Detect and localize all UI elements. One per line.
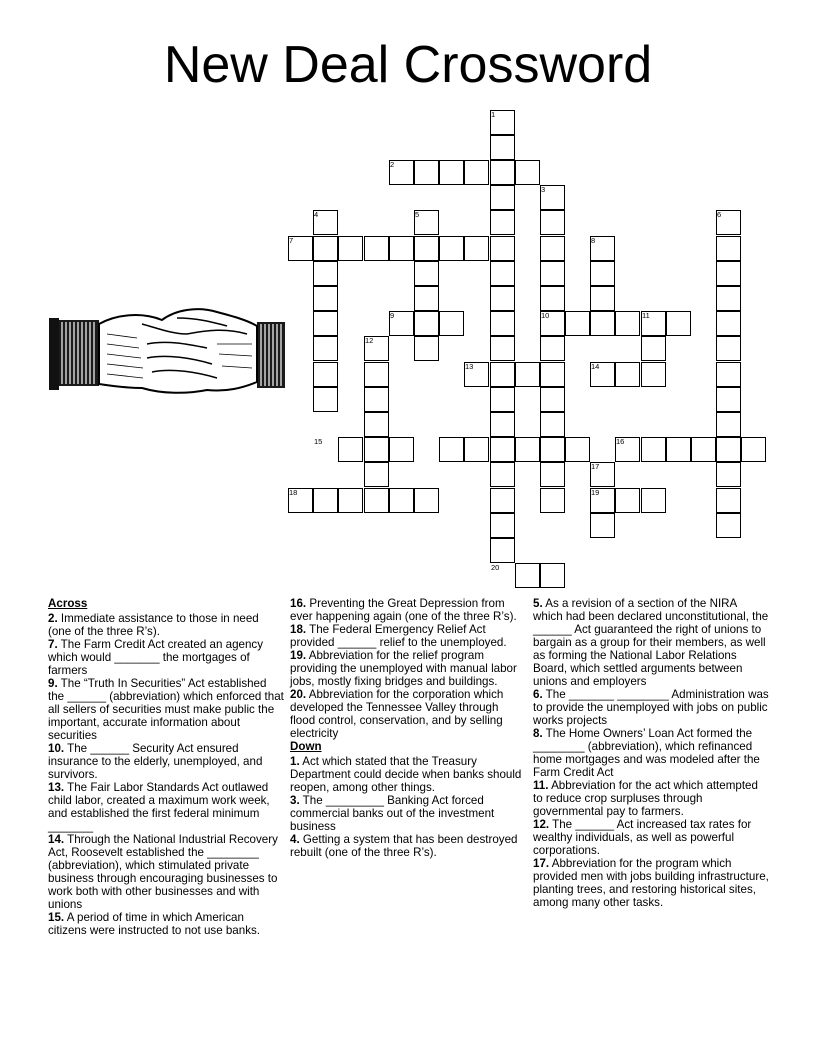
clue-number: 17 [591, 462, 600, 471]
clue-number: 19 [591, 488, 600, 497]
clue-number: 10 [541, 311, 550, 320]
clue-item-text: A period of time in which American citizens were instructed to not use banks. [48, 911, 261, 937]
grid-cell[interactable] [490, 336, 515, 361]
grid-cell[interactable] [540, 261, 565, 286]
down-clues-column [533, 597, 769, 909]
grid-cell[interactable] [490, 513, 515, 538]
clue-list [290, 755, 526, 859]
clue-list [290, 597, 526, 740]
grid-cell[interactable] [490, 185, 515, 210]
grid-cell[interactable] [716, 462, 741, 487]
grid-cell[interactable] [389, 236, 414, 261]
clue-item [533, 857, 769, 909]
grid-cell[interactable] [691, 437, 716, 462]
grid-cell[interactable] [615, 488, 640, 513]
grid-cell[interactable] [716, 261, 741, 286]
grid-cell[interactable] [490, 437, 515, 462]
clue-item-text: The _________ Banking Act forced commercial banks out of the investment business [290, 794, 495, 833]
clue-item-number: 18. [290, 623, 307, 636]
grid-cell[interactable] [364, 387, 389, 412]
clue-item-number: 19. [290, 649, 307, 662]
clue-item-number: 4. [290, 833, 300, 846]
grid-cell[interactable] [490, 462, 515, 487]
grid-cell[interactable] [540, 462, 565, 487]
grid-cell[interactable] [364, 362, 389, 387]
across-heading: Across [48, 597, 88, 610]
clue-number: 4 [314, 210, 319, 219]
grid-cell[interactable] [641, 336, 666, 361]
grid-cell[interactable] [439, 437, 464, 462]
handshake-illustration [47, 304, 287, 396]
clue-item-number: 7. [48, 638, 58, 651]
grid-cell[interactable] [490, 362, 515, 387]
grid-cell[interactable] [313, 286, 338, 311]
grid-cell[interactable] [313, 362, 338, 387]
grid-cell[interactable] [716, 336, 741, 361]
clue-item-number: 12. [533, 818, 550, 831]
grid-cell[interactable] [364, 488, 389, 513]
grid-cell[interactable] [565, 437, 590, 462]
middle-clues-column [290, 597, 526, 859]
clue-item [290, 649, 526, 688]
clue-item [533, 597, 769, 688]
grid-cell[interactable] [540, 563, 565, 588]
grid-cell[interactable] [666, 437, 691, 462]
clue-item-text: Abbreviation for the program which provided men with jobs building infrastructure, planting trees, and restoring historical sites, among many other tasks. [533, 857, 769, 909]
grid-cell[interactable] [490, 412, 515, 437]
clue-item-number: 8. [533, 727, 543, 740]
clue-item [48, 638, 284, 677]
grid-cell[interactable] [490, 311, 515, 336]
across-clues-column [48, 597, 284, 937]
clue-number: 20 [491, 563, 500, 572]
clue-item-number: 17. [533, 857, 550, 870]
clue-number: 14 [591, 362, 600, 371]
clue-item-text: Immediate assistance to those in need (one of the three R’s). [48, 612, 259, 638]
clue-item [48, 781, 284, 833]
clue-number: 11 [642, 311, 650, 320]
clue-number: 1 [491, 110, 496, 119]
clue-number: 2 [390, 160, 395, 169]
clue-item-text: The Home Owners’ Loan Act formed the ________ (abbreviation), which refinanced home mortgages and was modeled after the Farm Credit Act [533, 727, 760, 779]
clue-item-text: The ______ Security Act ensured insurance to the elderly, unemployed, and survivors. [48, 742, 263, 781]
grid-cell[interactable] [515, 437, 540, 462]
grid-cell[interactable] [490, 135, 515, 160]
grid-cell[interactable] [641, 362, 666, 387]
grid-cell[interactable] [389, 437, 414, 462]
grid-cell[interactable] [716, 236, 741, 261]
grid-cell[interactable] [464, 236, 489, 261]
clue-number: 8 [591, 236, 596, 245]
grid-cell[interactable] [515, 362, 540, 387]
clue-number: 13 [465, 362, 474, 371]
clue-item [48, 911, 284, 937]
clue-number: 3 [541, 185, 546, 194]
grid-cell[interactable] [313, 261, 338, 286]
grid-cell[interactable] [313, 387, 338, 412]
clue-item [48, 742, 284, 781]
clue-item-text: The ______ Act increased tax rates for wealthy individuals, as well as powerful corporations. [533, 818, 752, 857]
grid-cell[interactable] [590, 311, 615, 336]
grid-cell[interactable] [313, 236, 338, 261]
grid-cell[interactable] [540, 437, 565, 462]
clue-number: 12 [365, 336, 374, 345]
grid-cell[interactable] [439, 160, 464, 185]
grid-cell[interactable] [414, 286, 439, 311]
clue-item [290, 755, 526, 794]
clue-item [533, 727, 769, 779]
grid-cell[interactable] [615, 362, 640, 387]
grid-cell[interactable] [540, 362, 565, 387]
clue-number: 18 [289, 488, 298, 497]
clue-number: 7 [289, 236, 294, 245]
clue-item [290, 794, 526, 833]
clue-number: 9 [390, 311, 395, 320]
clue-item-number: 1. [290, 755, 300, 768]
grid-cell[interactable] [716, 513, 741, 538]
grid-cell[interactable] [338, 236, 363, 261]
grid-cell[interactable] [716, 437, 741, 462]
clue-item-text: As a revision of a section of the NIRA which had been declared unconstitutional, the ______ Act guaranteed the right of unions to bargain as a group for their members, as well as forming the National Labor Relations Board, which settled arguments between unions and employers [533, 597, 769, 688]
grid-cell[interactable] [414, 336, 439, 361]
grid-cell[interactable] [641, 488, 666, 513]
grid-cell[interactable] [313, 488, 338, 513]
grid-cell[interactable] [414, 261, 439, 286]
grid-cell[interactable] [666, 311, 691, 336]
grid-cell[interactable] [414, 160, 439, 185]
grid-cell[interactable] [716, 362, 741, 387]
clue-item-text: The Farm Credit Act created an agency which would _______ the mortgages of farmers [48, 638, 264, 677]
grid-cell[interactable] [464, 160, 489, 185]
grid-cell[interactable] [414, 488, 439, 513]
clue-item [533, 779, 769, 818]
grid-cell[interactable] [490, 538, 515, 563]
grid-cell[interactable] [615, 311, 640, 336]
grid-cell[interactable] [490, 160, 515, 185]
grid-cell[interactable] [590, 286, 615, 311]
clue-item-number: 16. [290, 597, 307, 610]
grid-cell[interactable] [515, 160, 540, 185]
down-heading: Down [290, 740, 322, 753]
grid-cell[interactable] [590, 261, 615, 286]
grid-cell[interactable] [313, 336, 338, 361]
clue-number: 6 [717, 210, 722, 219]
grid-cell[interactable] [338, 488, 363, 513]
clue-item-text: Abbreviation for the corporation which developed the Tennessee Valley through flood control, conservation, and by selling electricity [290, 688, 504, 740]
clue-item-text: Getting a system that has been destroyed rebuilt (one of the three R’s). [290, 833, 518, 859]
grid-cell[interactable] [490, 210, 515, 235]
grid-cell[interactable] [590, 513, 615, 538]
clue-list [533, 597, 769, 909]
clue-item-text: Abbreviation for the relief program providing the unemployed with manual labor jobs, mostly fixing bridges and buildings. [290, 649, 517, 688]
grid-cell[interactable] [439, 311, 464, 336]
clue-item-number: 3. [290, 794, 300, 807]
clue-item-text: The _______ ________ Administration was to provide the unemployed with jobs on public works projects [533, 688, 769, 727]
clue-item-text: Through the National Industrial Recovery Act, Roosevelt established the ________ (abbreviation), which stimulated private business through encouraging businesses to work both with other businesses and with unions [48, 833, 278, 911]
clue-item-text: Abbreviation for the act which attempted to reduce crop surpluses through governmental pay to farmers. [533, 779, 758, 818]
grid-cell[interactable] [313, 311, 338, 336]
grid-cell[interactable] [540, 336, 565, 361]
grid-cell[interactable] [490, 387, 515, 412]
grid-cell[interactable] [540, 412, 565, 437]
clue-item [533, 818, 769, 857]
grid-cell[interactable] [338, 437, 363, 462]
grid-cell[interactable] [515, 563, 540, 588]
clue-list [48, 612, 284, 937]
clue-item-number: 20. [290, 688, 307, 701]
clue-item-text: The Fair Labor Standards Act outlawed child labor, created a maximum work week, and established the first federal minimum _______ [48, 781, 270, 833]
grid-cell[interactable] [540, 210, 565, 235]
clue-item [290, 688, 526, 740]
clue-item-number: 9. [48, 677, 58, 690]
grid-cell[interactable] [716, 412, 741, 437]
clue-item [290, 597, 526, 623]
grid-cell[interactable] [389, 488, 414, 513]
clue-item-number: 5. [533, 597, 543, 610]
grid-cell[interactable] [716, 488, 741, 513]
clue-item-number: 6. [533, 688, 543, 701]
grid-cell[interactable] [716, 286, 741, 311]
grid-cell[interactable] [490, 286, 515, 311]
clue-item-number: 10. [48, 742, 65, 755]
grid-cell[interactable] [364, 236, 389, 261]
grid-cell[interactable] [565, 311, 590, 336]
clue-item [48, 833, 284, 911]
clue-item [533, 688, 769, 727]
grid-cell[interactable] [490, 488, 515, 513]
grid-cell[interactable] [716, 311, 741, 336]
grid-cell[interactable] [741, 437, 766, 462]
grid-cell[interactable] [490, 236, 515, 261]
grid-cell[interactable] [716, 387, 741, 412]
grid-cell[interactable] [414, 236, 439, 261]
clue-item-number: 2. [48, 612, 58, 625]
clue-item [48, 677, 284, 742]
grid-cell[interactable] [464, 437, 489, 462]
grid-cell[interactable] [414, 311, 439, 336]
clue-number: 5 [415, 210, 420, 219]
grid-cell[interactable] [364, 437, 389, 462]
grid-cell[interactable] [364, 462, 389, 487]
grid-cell[interactable] [439, 236, 464, 261]
clue-number: 15 [314, 437, 323, 446]
clue-number: 16 [616, 437, 625, 446]
grid-cell[interactable] [641, 437, 666, 462]
grid-cell[interactable] [540, 387, 565, 412]
grid-cell[interactable] [540, 488, 565, 513]
grid-cell[interactable] [540, 236, 565, 261]
clue-item-number: 13. [48, 781, 65, 794]
page-title: New Deal Crossword [163, 36, 653, 94]
clue-item [290, 833, 526, 859]
clue-item-text: The Federal Emergency Relief Act provided ______ relief to the unemployed. [290, 623, 507, 649]
clue-item-number: 14. [48, 833, 65, 846]
grid-cell[interactable] [490, 261, 515, 286]
clue-item-text: Preventing the Great Depression from ever happening again (one of the three R’s). [290, 597, 517, 623]
clue-item-number: 11. [533, 779, 549, 792]
clue-item-text: Act which stated that the Treasury Department could decide when banks should reopen, among other things. [290, 755, 522, 794]
grid-cell[interactable] [364, 412, 389, 437]
clue-item [290, 623, 526, 649]
clue-item-number: 15. [48, 911, 65, 924]
clue-item-text: The “Truth In Securities” Act established the ______ (abbreviation) which enforced that all sellers of securities must make public the important, accurate information about securities [48, 677, 284, 742]
grid-cell[interactable] [540, 286, 565, 311]
clue-item [48, 612, 284, 638]
